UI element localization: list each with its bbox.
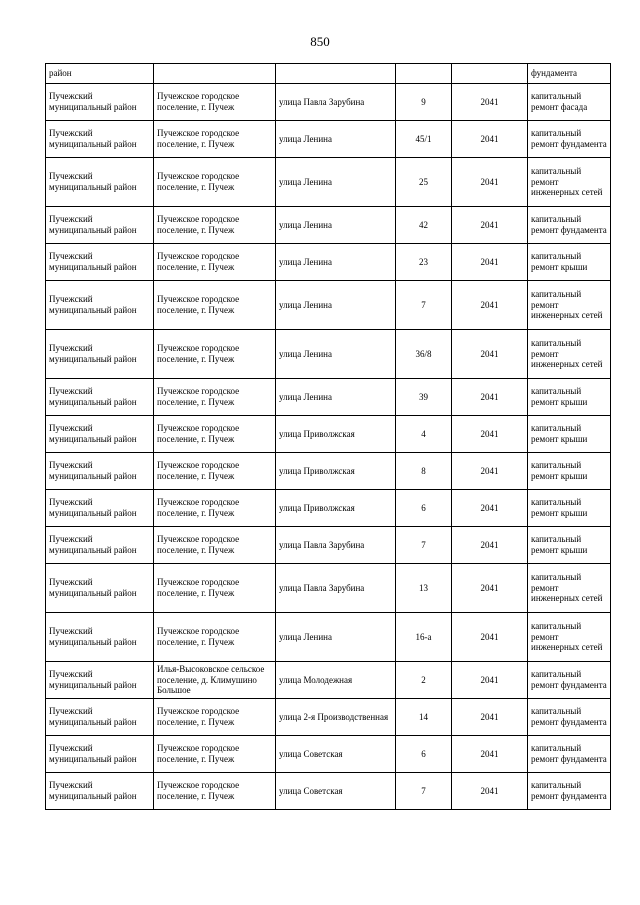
cell-year: 2041 [452,281,528,330]
cell-house: 42 [396,207,452,244]
cell-year: 2041 [452,773,528,810]
cell-house: 6 [396,736,452,773]
cell-district: район [46,64,154,84]
cell-settlement: Пучежское городское поселение, г. Пучеж [154,158,276,207]
cell-year: 2041 [452,207,528,244]
cell-house: 16-а [396,613,452,662]
cell-year: 2041 [452,490,528,527]
cell-district: Пучежский муниципальный район [46,330,154,379]
cell-settlement [154,64,276,84]
cell-year: 2041 [452,527,528,564]
cell-district: Пучежский муниципальный район [46,699,154,736]
cell-year [452,64,528,84]
cell-street: улица Приволжская [276,416,396,453]
cell-house: 39 [396,379,452,416]
cell-work: капитальный ремонт фундамента [528,121,611,158]
cell-street: улица Ленина [276,281,396,330]
cell-district: Пучежский муниципальный район [46,490,154,527]
cell-district: Пучежский муниципальный район [46,84,154,121]
cell-street: улица Ленина [276,330,396,379]
cell-work: капитальный ремонт фасада [528,84,611,121]
cell-settlement: Пучежское городское поселение, г. Пучеж [154,699,276,736]
cell-year: 2041 [452,244,528,281]
cell-year: 2041 [452,121,528,158]
cell-settlement: Пучежское городское поселение, г. Пучеж [154,613,276,662]
cell-settlement: Пучежское городское поселение, г. Пучеж [154,207,276,244]
table-row [46,158,611,207]
cell-work: капитальный ремонт инженерных сетей [528,330,611,379]
cell-house: 14 [396,699,452,736]
cell-house: 4 [396,416,452,453]
cell-settlement: Пучежское городское поселение, г. Пучеж [154,736,276,773]
cell-work: капитальный ремонт фундамента [528,736,611,773]
cell-work: капитальный ремонт фундамента [528,662,611,699]
cell-year: 2041 [452,84,528,121]
cell-work: капитальный ремонт крыши [528,453,611,490]
table-row [46,379,611,416]
cell-district: Пучежский муниципальный район [46,207,154,244]
table-row [46,84,611,121]
cell-settlement: Пучежское городское поселение, г. Пучеж [154,281,276,330]
cell-house: 13 [396,564,452,613]
cell-house: 7 [396,773,452,810]
table-row [46,662,611,699]
cell-year: 2041 [452,330,528,379]
cell-work: капитальный ремонт крыши [528,244,611,281]
cell-house: 45/1 [396,121,452,158]
cell-street: улица Ленина [276,121,396,158]
table-row [46,330,611,379]
cell-settlement: Илья-Высоковское сельское поселение, д. Климушино Большое [154,662,276,699]
table-row [46,527,611,564]
table-row [46,281,611,330]
table-row [46,564,611,613]
table-row [46,699,611,736]
cell-street: улица Приволжская [276,490,396,527]
cell-work: капитальный ремонт крыши [528,379,611,416]
cell-district: Пучежский муниципальный район [46,773,154,810]
table-row [46,207,611,244]
cell-work: капитальный ремонт инженерных сетей [528,613,611,662]
cell-district: Пучежский муниципальный район [46,281,154,330]
cell-district: Пучежский муниципальный район [46,379,154,416]
cell-district: Пучежский муниципальный район [46,736,154,773]
cell-work: капитальный ремонт фундамента [528,773,611,810]
cell-house: 7 [396,527,452,564]
cell-street: улица Ленина [276,613,396,662]
cell-district: Пучежский муниципальный район [46,527,154,564]
cell-street: улица Молодежная [276,662,396,699]
cell-house: 23 [396,244,452,281]
cell-house: 7 [396,281,452,330]
cell-settlement: Пучежское городское поселение, г. Пучеж [154,330,276,379]
cell-settlement: Пучежское городское поселение, г. Пучеж [154,490,276,527]
cell-house: 36/8 [396,330,452,379]
cell-district: Пучежский муниципальный район [46,613,154,662]
cell-house: 6 [396,490,452,527]
cell-settlement: Пучежское городское поселение, г. Пучеж [154,84,276,121]
table-row [46,416,611,453]
cell-district: Пучежский муниципальный район [46,564,154,613]
cell-work: капитальный ремонт инженерных сетей [528,158,611,207]
cell-settlement: Пучежское городское поселение, г. Пучеж [154,564,276,613]
cell-settlement: Пучежское городское поселение, г. Пучеж [154,244,276,281]
table-row [46,244,611,281]
cell-work: капитальный ремонт инженерных сетей [528,281,611,330]
table-row [46,773,611,810]
cell-work: капитальный ремонт фундамента [528,207,611,244]
table-row [46,121,611,158]
cell-settlement: Пучежское городское поселение, г. Пучеж [154,453,276,490]
cell-settlement: Пучежское городское поселение, г. Пучеж [154,121,276,158]
cell-work: фундамента [528,64,611,84]
cell-house [396,64,452,84]
cell-year: 2041 [452,158,528,207]
cell-work: капитальный ремонт инженерных сетей [528,564,611,613]
cell-settlement: Пучежское городское поселение, г. Пучеж [154,416,276,453]
cell-house: 25 [396,158,452,207]
cell-district: Пучежский муниципальный район [46,244,154,281]
cell-street: улица Советская [276,736,396,773]
cell-district: Пучежский муниципальный район [46,662,154,699]
cell-district: Пучежский муниципальный район [46,453,154,490]
cell-year: 2041 [452,564,528,613]
cell-street: улица Ленина [276,244,396,281]
cell-street: улица Павла Зарубина [276,84,396,121]
cell-work: капитальный ремонт крыши [528,527,611,564]
cell-year: 2041 [452,613,528,662]
cell-house: 9 [396,84,452,121]
repair-register-table [45,63,611,810]
cell-work: капитальный ремонт крыши [528,416,611,453]
cell-work: капитальный ремонт фундамента [528,699,611,736]
cell-house: 8 [396,453,452,490]
cell-settlement: Пучежское городское поселение, г. Пучеж [154,527,276,564]
table-row [46,490,611,527]
table-row [46,613,611,662]
cell-street: улица Ленина [276,379,396,416]
cell-street [276,64,396,84]
cell-house: 2 [396,662,452,699]
cell-year: 2041 [452,662,528,699]
cell-settlement: Пучежское городское поселение, г. Пучеж [154,379,276,416]
table-body [46,64,611,810]
cell-settlement: Пучежское городское поселение, г. Пучеж [154,773,276,810]
cell-street: улица Ленина [276,158,396,207]
cell-street: улица 2-я Производственная [276,699,396,736]
table-row [46,453,611,490]
cell-street: улица Ленина [276,207,396,244]
cell-year: 2041 [452,699,528,736]
cell-year: 2041 [452,416,528,453]
cell-street: улица Павла Зарубина [276,527,396,564]
cell-district: Пучежский муниципальный район [46,158,154,207]
cell-year: 2041 [452,379,528,416]
page-number: 850 [310,34,330,49]
cell-year: 2041 [452,736,528,773]
table-row [46,736,611,773]
table-row [46,64,611,84]
cell-street: улица Советская [276,773,396,810]
cell-year: 2041 [452,453,528,490]
cell-street: улица Павла Зарубина [276,564,396,613]
cell-district: Пучежский муниципальный район [46,121,154,158]
cell-district: Пучежский муниципальный район [46,416,154,453]
cell-work: капитальный ремонт крыши [528,490,611,527]
cell-street: улица Приволжская [276,453,396,490]
